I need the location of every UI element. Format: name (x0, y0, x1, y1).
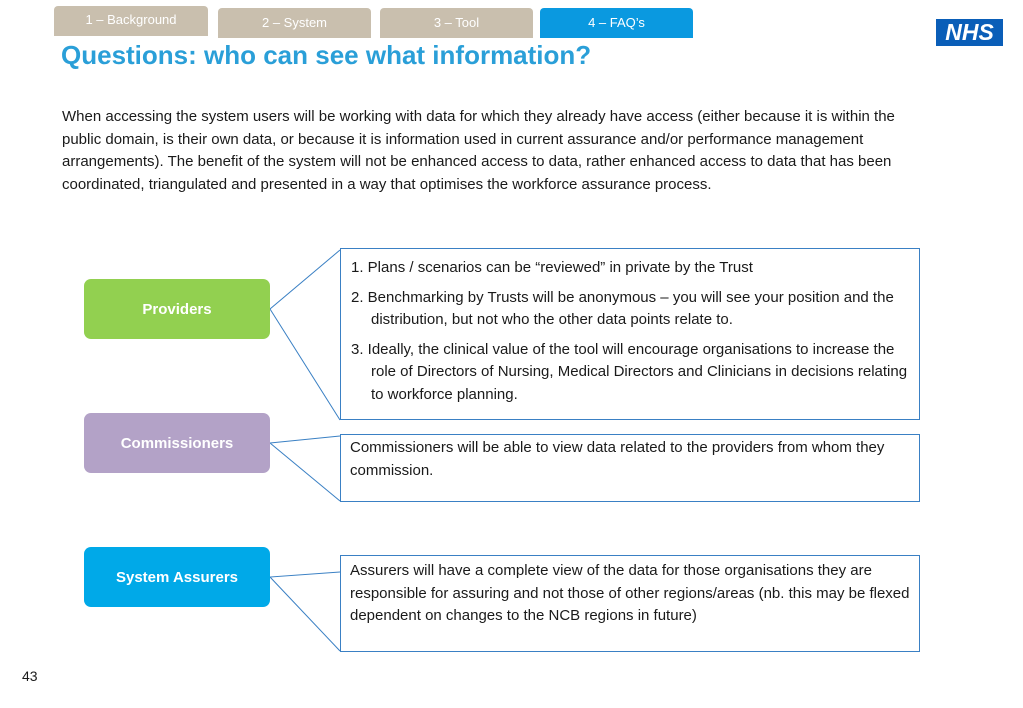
list-item: 2. Benchmarking by Trusts will be anonymous – you will see your position and the distribution, but not who the other data points relate to. (351, 288, 894, 328)
commissioners-connector (270, 436, 340, 501)
list-item: 3. Ideally, the clinical value of the tool will encourage organisations to increase the role of Directors of Nursing, Medical Directors and Clinicians in decisions relating to workforce planning. (351, 340, 908, 403)
commissioners-box (84, 413, 270, 473)
nhs-logo: NHS (936, 19, 1003, 46)
providers-info-box (340, 248, 920, 420)
page-title: Questions: who can see what information? (61, 40, 592, 70)
intro-paragraph: When accessing the system users will be working with data for which they already have access (either because it is within the public domain, is their own data, or because it is information used in current assurance and/or performance management arrangements). The benefit of the system will not be enhanced access to data, rather enhanced access to data that has been coordinated, triangulated and presented in a way that optimises the workforce assurance process. (62, 108, 895, 193)
tab-tool[interactable]: 3 – Tool (380, 8, 533, 38)
commissioners-info-box (340, 434, 920, 502)
page-number: 43 (22, 668, 38, 684)
tab-faqs[interactable]: 4 – FAQ’s (540, 8, 693, 38)
assurers-connector (270, 572, 340, 651)
assurers-info-box (340, 555, 920, 652)
providers-connector (270, 250, 340, 420)
assurers-info-text: Assurers will have a complete view of the data for those organisations they are responsible for assuring and not those of other regions/areas (nb. this may be flexed dependent on changes to the NCB regions in future) (350, 562, 910, 624)
providers-label: Providers (142, 300, 212, 318)
tab-background[interactable]: 1 – Background (54, 6, 208, 36)
list-item: 1. Plans / scenarios can be “reviewed” in private by the Trust (351, 259, 753, 276)
providers-box (84, 279, 270, 339)
commissioners-label: Commissioners (120, 434, 234, 452)
tab-system[interactable]: 2 – System (218, 8, 371, 38)
system-assurers-label: System Assurers (115, 568, 238, 586)
system-assurers-box (84, 547, 270, 607)
commissioners-info-text: Commissioners will be able to view data related to the providers from whom they commission. (350, 439, 885, 479)
providers-points-list (351, 257, 911, 406)
